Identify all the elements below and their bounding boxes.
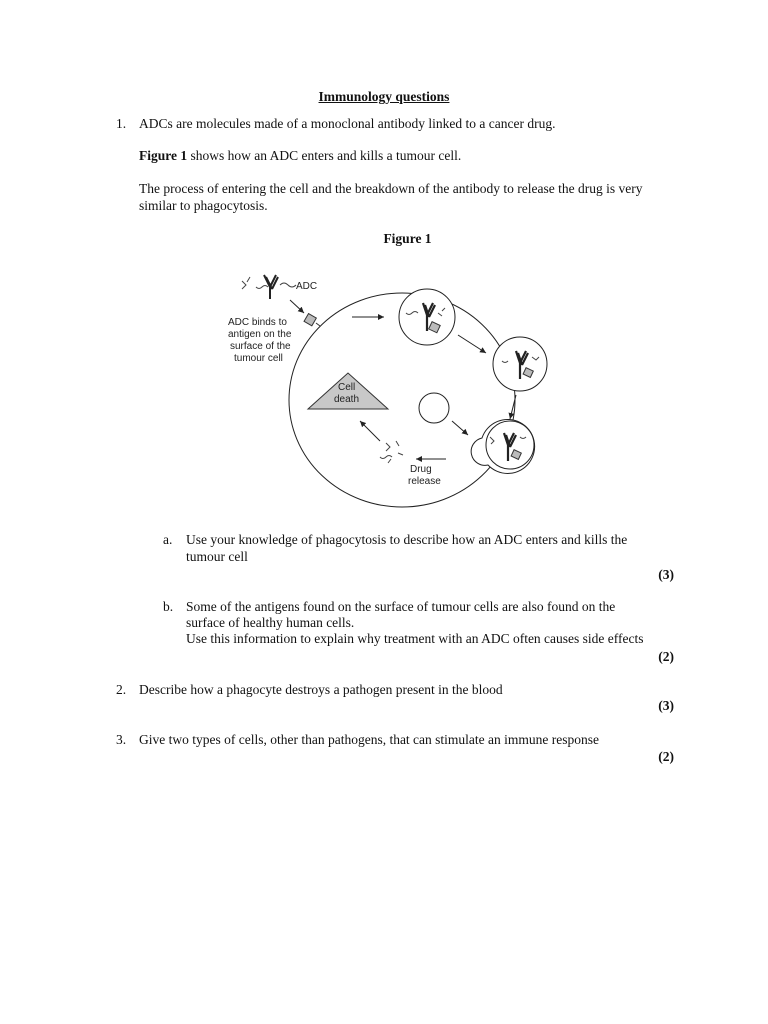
figure-reference-bold: Figure 1 [139,148,188,163]
label-drug-1: Drug [410,464,432,475]
question-2-number: 2. [116,682,127,697]
part-a-line-2: tumour cell [186,549,248,564]
figure-title: Figure 1 [383,231,432,246]
antigen-icon [304,314,316,326]
adc-figure-diagram [220,265,570,515]
question-3-text: Give two types of cells, other than pathogens, that can stimulate an immune response [139,732,600,747]
question-3-number: 3. [116,732,127,747]
lysosome [419,393,449,423]
question-2-marks: (3) [658,698,674,713]
label-adc: ADC [296,281,318,292]
process-paragraph-line-1: The process of entering the cell and the breakdown of the antibody to release the drug is very [139,181,643,196]
label-binds-1: ADC binds to [228,317,287,328]
part-a-line-1: Use your knowledge of phagocytosis to describe how an ADC enters and kills the [186,532,628,547]
part-b-label: b. [163,599,174,614]
label-death-1: Cell [338,382,356,393]
part-b-line-2: surface of healthy human cells. [186,615,355,630]
label-binds-3: surface of the [230,341,291,352]
part-a-label: a. [163,532,173,547]
part-b-line-3: Use this information to explain why treatment with an ADC often causes side effects [186,631,644,646]
label-binds-4: tumour cell [234,353,283,364]
label-death-2: death [334,394,360,405]
page-title: Immunology questions [318,89,450,104]
label-binds-2: antigen on the [228,329,292,340]
label-drug-2: release [408,476,441,487]
question-1-stem: ADCs are molecules made of a monoclonal antibody linked to a cancer drug. [139,116,556,131]
question-2-text: Describe how a phagocyte destroys a pathogen present in the blood [139,682,503,697]
part-b-line-1: Some of the antigens found on the surface of tumour cells are also found on the [186,599,616,614]
part-a-marks: (3) [658,567,674,582]
question-3-marks: (2) [658,749,674,764]
part-b-marks: (2) [658,649,674,664]
process-paragraph-line-2: similar to phagocytosis. [139,198,268,213]
figure-reference [139,147,461,164]
adc-free-icon [242,275,296,299]
figure-reference-text: shows how an ADC enters and kills a tumour cell. [187,148,462,163]
question-1-number: 1. [116,116,127,131]
